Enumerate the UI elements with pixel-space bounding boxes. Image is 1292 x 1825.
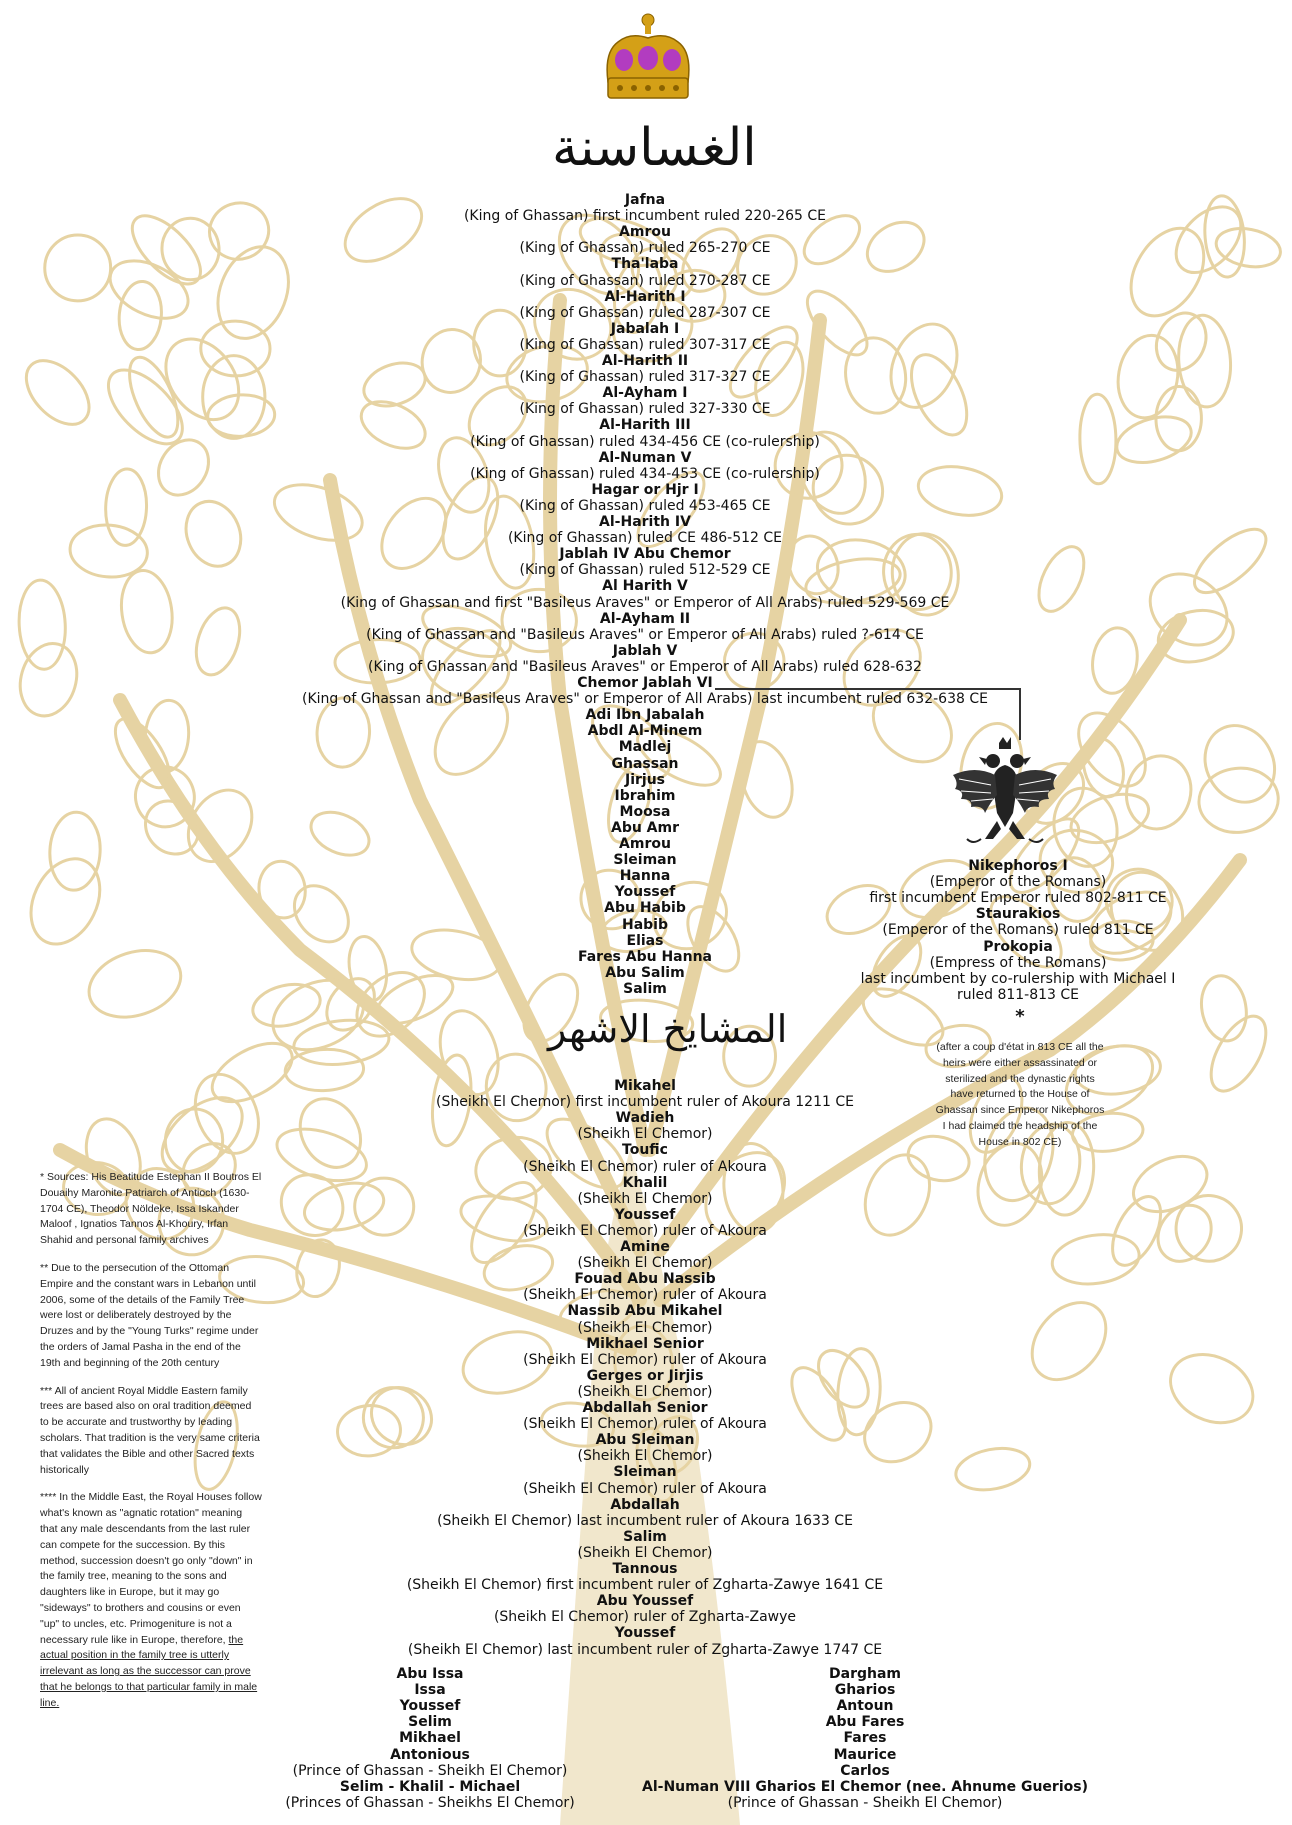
ruler-name: Al-Ayham I — [602, 385, 688, 402]
ruler-name: Al-Harith I — [604, 288, 686, 305]
byzantine-line: (Empress of the Romans) — [929, 954, 1107, 971]
sheikh-name: Abdallah — [610, 1496, 680, 1513]
right-branch-name: Al-Numan VIII Gharios El Chemor (nee. Ahnume Guerios) — [642, 1778, 1088, 1795]
ruler-title: (King of Ghassan) ruled 307-317 CE — [519, 336, 771, 353]
ruler-name: Fares Abu Hanna — [577, 948, 713, 965]
ruler-name: Al-Harith III — [599, 417, 691, 434]
ruler-name: Elias — [626, 932, 664, 949]
ruler-name: Youssef — [614, 884, 676, 901]
ruler-name: Jablah V — [612, 642, 678, 659]
byzantine-line: Prokopia — [983, 938, 1053, 955]
ruler-name: Sleiman — [613, 852, 677, 869]
byzantine-connector-vertical — [1019, 688, 1021, 740]
sheikh-title: (Sheikh El Chemor) — [577, 1319, 713, 1336]
ruler-name: Salim — [623, 980, 667, 997]
right-branch-name: Fares — [843, 1730, 887, 1747]
sheikh-title: (Sheikh El Chemor) — [577, 1383, 713, 1400]
ruler-name: Amrou — [619, 224, 671, 241]
left-branch-title: (Princes of Ghassan - Sheikhs El Chemor) — [285, 1794, 575, 1811]
sheikh-name: Gerges or Jirjis — [586, 1367, 704, 1384]
ruler-title: (King of Ghassan) first incumbent ruled 220-265 CE — [463, 208, 827, 225]
byzantine-line: Staurakios — [975, 906, 1061, 923]
ruler-title: (King of Ghassan) ruled 270-287 CE — [519, 272, 771, 289]
ruler-name: Al-Numan V — [598, 449, 692, 466]
ruler-name: Jabalah I — [610, 320, 680, 337]
ruler-title: (King of Ghassan) ruled 453-465 CE — [519, 497, 771, 514]
ghassanid-calligraphy: الغساسنة — [552, 118, 757, 178]
footnote-sources: * Sources: His Beatitude Estephan II Boutros El Douaihy Maronite Patriarch of Antioch (1630-1704 CE), Theodor Nöldeke, Issa Iskander Maloof , Ignatios Tannos Al-Khoury, Irfan Shahid and personal family archives — [40, 1171, 262, 1247]
sheikh-name: Salim — [623, 1528, 667, 1545]
ruler-name: Abdl Al-Minem — [587, 723, 703, 740]
ruler-name: Ghassan — [611, 755, 679, 772]
footnotes — [40, 1170, 262, 1724]
ruler-name: Tha'laba — [611, 256, 679, 273]
tree-leaf — [292, 1016, 391, 1069]
sheikh-name: Amine — [620, 1239, 670, 1255]
sheikh-name: Wadieh — [615, 1110, 675, 1127]
ruler-title: (King of Ghassan) ruled CE 486-512 CE — [507, 530, 783, 547]
sheikh-title: (Sheikh El Chemor) last incumbent ruler of Akoura 1633 CE — [437, 1512, 853, 1529]
left-branch-title: (Prince of Ghassan - Sheikh El Chemor) — [292, 1762, 568, 1779]
ruler-title: (King of Ghassan and "Basileus Araves" or Emperor of All Arabs) ruled ?-614 CE — [366, 626, 924, 643]
right-branch-name: Gharios — [834, 1682, 896, 1699]
sheikh-name: Abu Youssef — [596, 1593, 694, 1610]
ruler-name: Moosa — [619, 803, 671, 820]
ruler-title: (King of Ghassan) ruled 434-456 CE (co-rulership) — [470, 433, 820, 450]
right-branch-name: Abu Fares — [825, 1714, 905, 1731]
left-branch-name: Selim - Khalil - Michael — [339, 1778, 521, 1795]
ruler-title: (King of Ghassan and "Basileus Araves" or Emperor of All Arabs) last incumbent ruled 632-638 CE — [302, 691, 988, 708]
ruler-title: (King of Ghassan and first "Basileus Araves" or Emperor of All Arabs) ruled 529-569 CE — [340, 594, 950, 611]
sheikh-title: (Sheikh El Chemor) — [577, 1544, 713, 1561]
sheikh-title: (Sheikh El Chemor) last incumbent ruler of Zgharta-Zawye 1747 CE — [407, 1641, 883, 1658]
left-branch-name: Mikhael — [399, 1730, 461, 1747]
sheikh-title: (Sheikh El Chemor) ruler of Akoura — [523, 1287, 767, 1304]
byzantine-line: (Emperor of the Romans) ruled 811 CE — [882, 922, 1154, 939]
sheikh-title: (Sheikh El Chemor) ruler of Akoura — [523, 1416, 767, 1433]
footnote-persecution: ** Due to the persecution of the Ottoman Empire and the constant wars in Lebanon until 2006, some of the details of the Family Tree were lost or deliberately destroyed by the Druzes and by the "Young Turks" regime under the orders of Jamal Pasha in the end of the 19th and beginning of the 20th century — [40, 1261, 259, 1369]
ruler-name: Abu Amr — [610, 819, 680, 836]
ruler-name: Al-Ayham II — [599, 610, 691, 627]
sheikh-title: (Sheikh El Chemor) ruler of Zgharta-Zawye — [493, 1609, 797, 1626]
sheikh-name: Sleiman — [613, 1464, 677, 1481]
right-branch-title: (Prince of Ghassan - Sheikh El Chemor) — [727, 1794, 1003, 1811]
sheikh-name: Nassib Abu Mikahel — [567, 1303, 723, 1320]
left-branch-name: Issa — [414, 1682, 446, 1699]
sheikhs-calligraphy: المشايخ الاشهر — [548, 1007, 788, 1051]
ruler-name: Hanna — [619, 868, 671, 885]
sheikh-name: Fouad Abu Nassib — [574, 1271, 716, 1288]
ruler-name: Al-Harith II — [601, 353, 689, 369]
sheikh-name: Toufic — [622, 1142, 668, 1159]
royal-crown-icon — [600, 12, 696, 107]
byzantine-line: (Emperor of the Romans) — [929, 874, 1107, 891]
double-headed-eagle-icon — [945, 735, 1065, 850]
sheikh-name: Mikhael Senior — [586, 1335, 704, 1352]
sheikh-title: (Sheikh El Chemor) — [577, 1448, 713, 1465]
byzantine-line: first incumbent Emperor ruled 802-811 CE — [869, 890, 1167, 907]
ruler-name: Amrou — [619, 836, 671, 852]
right-branch-name: Carlos — [840, 1762, 890, 1779]
byzantine-connector-horizontal — [715, 688, 1020, 690]
ruler-title: (King of Ghassan) ruled 327-330 CE — [519, 401, 771, 418]
ruler-title: (King of Ghassan) ruled 317-327 CE — [519, 369, 771, 386]
byzantine-line: last incumbent by co-rulership with Michael I — [860, 970, 1176, 987]
ruler-name: Al Harith V — [602, 578, 688, 595]
ruler-name: Hagar or Hjr I — [591, 481, 699, 498]
right-branch-name: Maurice — [833, 1746, 897, 1763]
ruler-title: (King of Ghassan) ruled 512-529 CE — [519, 562, 771, 579]
sheikh-title: (Sheikh El Chemor) first incumbent ruler of Akoura 1211 CE — [436, 1094, 854, 1111]
ruler-name: Jablah IV Abu Chemor — [559, 546, 731, 563]
ruler-name: Madlej — [618, 739, 672, 756]
sheikh-name: Tannous — [612, 1561, 678, 1577]
ruler-title: (King of Ghassan) ruled 434-453 CE (co-rulership) — [470, 465, 820, 482]
sheikh-name: Youssef — [614, 1625, 676, 1642]
ruler-name: Adi Ibn Jabalah — [585, 707, 705, 724]
ruler-name: Jirjus — [624, 771, 665, 788]
ruler-name: Chemor Jablah VI — [577, 675, 713, 691]
left-branch-name: Antonious — [390, 1746, 470, 1763]
byzantine-note: (after a coup d'état in 813 CE all the heirs were either assassinated or sterilized and the dynastic rights have returned to the House of Ghassan since Emperor Nikephoros I had claimed the headship of the House in 802 CE) — [935, 1041, 1105, 1148]
sheikh-title: (Sheikh El Chemor) — [577, 1190, 713, 1207]
sheikh-title: (Sheikh El Chemor) ruler of Akoura — [523, 1480, 767, 1497]
ruler-title: (King of Ghassan) ruled 265-270 CE — [519, 240, 771, 257]
sheikh-name: Khalil — [622, 1174, 668, 1191]
byzantine-line: ruled 811-813 CE — [956, 986, 1080, 1003]
sheikh-title: (Sheikh El Chemor) — [577, 1126, 713, 1143]
sheikh-title: (Sheikh El Chemor) first incumbent ruler of Zgharta-Zawye 1641 CE — [406, 1577, 884, 1594]
sheikh-name: Abdallah Senior — [582, 1400, 708, 1416]
left-branch-name: Selim — [408, 1714, 452, 1731]
ruler-name: Abu Habib — [604, 900, 686, 917]
ruler-name: Abu Salim — [605, 964, 685, 981]
right-branch-name: Dargham — [829, 1666, 901, 1682]
sheikh-name: Mikahel — [614, 1078, 676, 1094]
left-branch-name: Youssef — [399, 1698, 461, 1715]
byzantine-star: * — [1015, 1006, 1025, 1027]
footnote-agnatic-rotation: **** In the Middle East, the Royal Houses follow what's known as "agnatic rotation" meaning that any male descendants from the last ruler can compete for the succession. By this method, succession doesn't go only "down" in the family tree, meaning to the sons and daughters like in Europe, but it may go "sideways" to brothers and cousins or even "up" to uncles, etc. Primogeniture is not a necessary rule like in Europe, therefore, the actual position in the family tree is utterly irrelevant as long as the successor can prove that he belongs to that particular family in male line. — [40, 1491, 262, 1709]
sheikh-title: (Sheikh El Chemor) ruler of Akoura — [523, 1158, 767, 1175]
ruler-title: (King of Ghassan and "Basileus Araves" or Emperor of All Arabs) ruled 628-632 — [368, 658, 922, 675]
left-branch-name: Abu Issa — [396, 1666, 464, 1682]
footnote-oral-tradition: *** All of ancient Royal Middle Eastern family trees are based also on oral tradition deemed to be accurate and trustworthy by leading scholars. That tradition is the very same criteria that validates the Bible and other Sacred texts historically — [40, 1384, 260, 1476]
ruler-name: Al-Harith IV — [599, 514, 691, 530]
sheikh-title: (Sheikh El Chemor) ruler of Akoura — [523, 1222, 767, 1239]
ruler-name: Jafna — [624, 192, 666, 208]
byzantine-line: Nikephoros I — [968, 858, 1068, 874]
sheikh-name: Youssef — [614, 1206, 676, 1223]
ruler-title: (King of Ghassan) ruled 287-307 CE — [519, 304, 771, 321]
sheikh-title: (Sheikh El Chemor) — [577, 1255, 713, 1272]
ruler-name: Habib — [621, 916, 668, 933]
right-branch-name: Antoun — [836, 1698, 894, 1715]
ruler-name: Ibrahim — [614, 787, 676, 804]
sheikh-name: Abu Sleiman — [595, 1432, 695, 1449]
sheikh-title: (Sheikh El Chemor) ruler of Akoura — [523, 1351, 767, 1368]
